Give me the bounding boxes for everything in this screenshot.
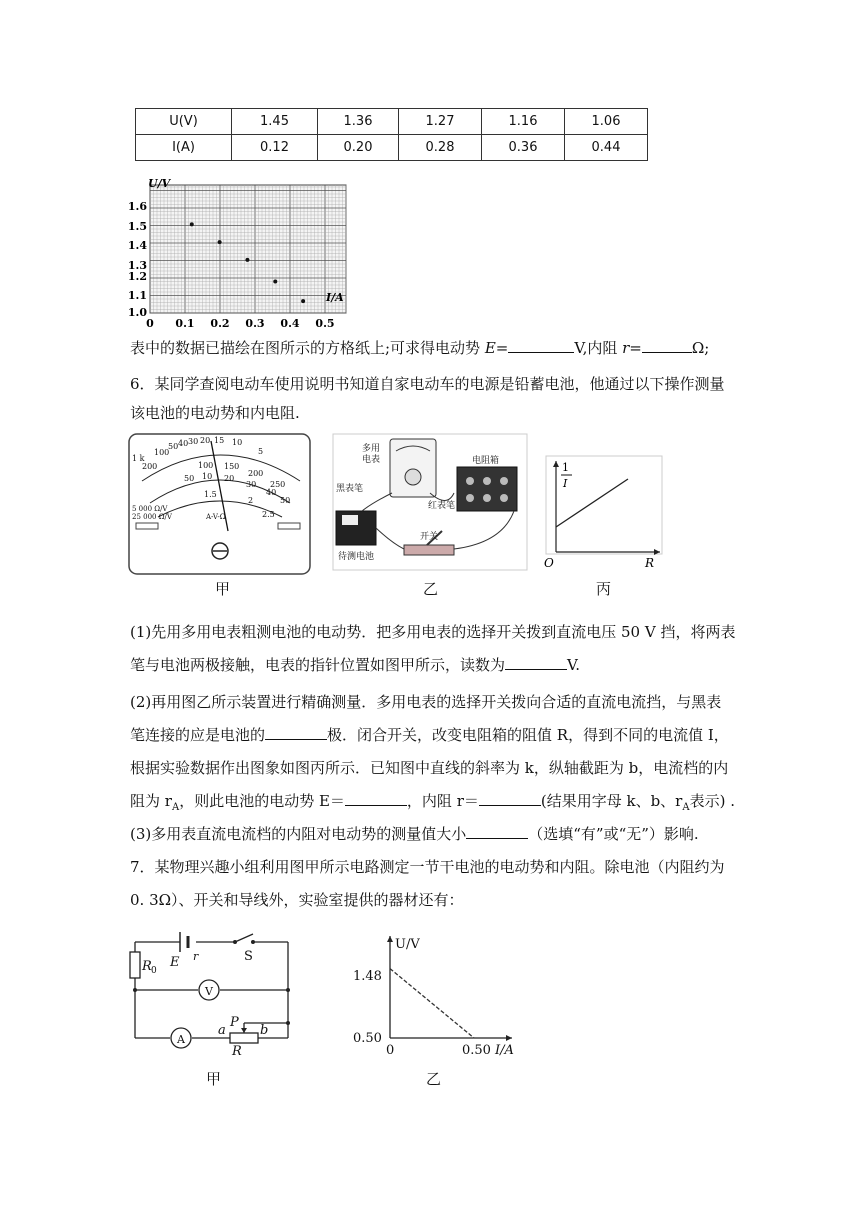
answer-blank[interactable]: [265, 725, 327, 740]
y-tick-label: 1.3: [128, 259, 147, 272]
circuit-label: R: [142, 959, 152, 974]
scale-label: 200: [248, 469, 264, 478]
row-i-label: I(A): [136, 135, 232, 161]
q6-text: ，则此电池的电动势 E＝: [179, 792, 345, 810]
inverse-current-graph: [542, 455, 664, 570]
scale-label: 10: [232, 438, 243, 447]
x-tick-label: 0.2: [210, 317, 230, 330]
scale-label: 250: [270, 480, 286, 489]
circuit-label: A: [177, 1033, 185, 1046]
data-point: [218, 240, 222, 244]
table-cell: 0.44: [565, 135, 648, 161]
q6-text: (3)多用表直流电流档的内阻对电动势的测量值大小: [130, 825, 467, 843]
q5-text: 表中的数据已描绘在图所示的方格纸上;可求得电动势: [130, 339, 485, 357]
y-tick-label: 1.6: [128, 200, 147, 213]
figure-label-yi-q7: 乙: [426, 1070, 442, 1088]
table-row: [136, 135, 648, 161]
figure-label-jia: 甲: [215, 580, 231, 598]
q6-part1-line2: [130, 655, 730, 675]
q6-text: 极．闭合开关，改变电阻箱的阻值 R，得到不同的电流值 I，: [327, 726, 729, 744]
table-row: [136, 109, 648, 135]
figure-label-jia-q7: 甲: [206, 1070, 222, 1088]
circuit-label: b: [260, 1023, 269, 1038]
apparatus-label: 电表: [362, 455, 381, 465]
figure-label-yi: 乙: [423, 580, 439, 598]
scale-label: 50: [184, 474, 195, 483]
circuit-label: a: [218, 1023, 226, 1038]
apparatus-label: 黑表笔: [336, 484, 364, 494]
apparatus-label: 电阻箱: [472, 456, 500, 466]
scale-label: 15: [214, 436, 225, 445]
switch-icon: [404, 545, 454, 555]
scale-label: 100: [154, 448, 170, 457]
grid-lines: [150, 185, 346, 313]
scale-label: 20: [224, 474, 235, 483]
x-tick-label: 0.1: [175, 317, 195, 330]
q7-stem-line1: 7．某物理兴趣小组利用图甲所示电路测定一节干电池的电动势和内阻。除电池（内阻约为: [130, 858, 725, 876]
apparatus-label: 红表笔: [428, 501, 456, 511]
answer-blank[interactable]: [642, 338, 692, 353]
q6-stem-line2: 该电池的电动势和内电阻.: [130, 404, 300, 422]
row-u-label: U(V): [136, 109, 232, 135]
scale-label: 10: [202, 472, 213, 481]
data-point: [190, 222, 194, 226]
y-axis-label: U/V: [395, 937, 420, 952]
apparatus-figure: [332, 433, 528, 571]
y-tick-label: 1.5: [128, 220, 147, 233]
x-tick-label: 0.4: [280, 317, 300, 330]
q6-text: 表示) .: [689, 792, 735, 810]
table-cell: 0.28: [399, 135, 482, 161]
data-table: [135, 108, 648, 161]
answer-blank[interactable]: [505, 655, 567, 670]
apparatus-label: 多用: [362, 444, 381, 454]
x-tick-label: 0.5: [315, 317, 335, 330]
x-tick-label: 0.3: [245, 317, 265, 330]
y-tick-label: 1.0: [128, 306, 147, 319]
data-point: [273, 279, 277, 283]
symbol-r: r: [622, 339, 630, 357]
scale-label: 50: [168, 442, 179, 451]
origin-label: 0: [386, 1043, 395, 1058]
x-axis-label: R: [645, 556, 655, 570]
y-tick-label: 1.48: [353, 969, 382, 984]
q6-text: （选填“有”或“无”）影响.: [528, 825, 699, 843]
scale-label: 2: [248, 496, 254, 505]
scale-label: 5: [258, 447, 264, 456]
table-cell: 0.20: [318, 135, 399, 161]
q5-text: =: [629, 339, 642, 357]
circuit-label: R: [232, 1044, 242, 1055]
y-tick-label: 1.2: [128, 270, 147, 283]
resistance-box-icon: [457, 467, 517, 511]
answer-blank[interactable]: [508, 338, 574, 353]
q6-text: (结果用字母 k、b、r: [540, 792, 683, 810]
table-cell: 0.36: [482, 135, 565, 161]
scale-label: 40: [266, 488, 277, 497]
q6-part2-line3: 根据实验数据作出图象如图丙所示．已知图中直线的斜率为 k，纵轴截距为 b，电流档的内: [130, 759, 729, 777]
y-tick-label: 1.1: [128, 289, 147, 302]
scale-label: 30: [246, 480, 257, 489]
y-tick-label: 1.4: [128, 239, 147, 252]
scale-label: 200: [142, 462, 158, 471]
apparatus-label: 开关: [420, 532, 439, 542]
scale-label: 20: [200, 436, 211, 445]
subscript: A: [682, 802, 690, 813]
scale-label: 1.5: [204, 490, 217, 499]
symbol-E: E: [484, 339, 496, 357]
data-point: [245, 258, 249, 262]
u-i-grid-chart: [128, 175, 353, 330]
circuit-label: 0: [151, 966, 157, 976]
answer-blank[interactable]: [466, 824, 528, 839]
q5-text: =: [495, 339, 509, 357]
subscript: A: [171, 802, 180, 813]
circuit-diagram: [120, 930, 305, 1055]
q6-text: V.: [567, 656, 580, 674]
scale-label: 100: [198, 461, 214, 470]
x-tick-label: 0.50: [462, 1043, 491, 1058]
scale-label: 30: [188, 437, 199, 446]
u-i-line-graph: [350, 928, 520, 1063]
x-axis-label: I/A: [495, 1043, 514, 1058]
data-line: [390, 969, 474, 1038]
table-cell: 1.06: [565, 109, 648, 135]
scale-label: 25 000 Ω/V: [132, 513, 172, 521]
q5-text: Ω;: [691, 339, 710, 357]
scale-label: 5 000 Ω/V: [132, 505, 168, 513]
scale-label: 1 k: [132, 454, 145, 463]
multimeter-icon: [390, 439, 436, 497]
q6-text: 阻为 r: [130, 792, 172, 810]
y-axis-label: U/V: [148, 177, 171, 190]
q6-part2-line2: [130, 725, 730, 745]
scale-label: 150: [224, 462, 240, 471]
figure-label-bing: 丙: [596, 580, 612, 598]
table-cell: 1.16: [482, 109, 565, 135]
q6-part1-line1: (1)先用多用电表粗测电池的电动势．把多用电表的选择开关拨到直流电压 50 V 挡，将两表: [130, 623, 736, 641]
q6-text: ，内阻 r＝: [406, 792, 479, 810]
multimeter-dial-figure: [128, 433, 311, 575]
q6-part2-line4: [130, 791, 735, 818]
resistor-r0-icon: [130, 952, 140, 978]
q5-text: V,内阻: [574, 339, 623, 357]
apparatus-label: 待测电池: [338, 552, 375, 562]
answer-blank[interactable]: [345, 791, 407, 806]
q6-part2-line1: (2)再用图乙所示装置进行精确测量．多用电表的选择开关拨向合适的直流电流挡，与黑表: [130, 693, 722, 711]
q7-stem-line2: 0. 3Ω）、开关和导线外，实验室提供的器材还有：: [130, 891, 464, 909]
q5-answer-line: [130, 338, 730, 358]
origin-label: O: [544, 556, 554, 570]
circuit-label: E: [170, 955, 180, 970]
table-cell: 1.27: [399, 109, 482, 135]
q6-part3: [130, 824, 730, 844]
scale-label: 2.5: [262, 510, 275, 519]
scale-label: 50: [280, 496, 291, 505]
rheostat-icon: [230, 1033, 258, 1043]
table-cell: 1.36: [318, 109, 399, 135]
scale-label: 40: [178, 439, 189, 448]
table-cell: 0.12: [232, 135, 318, 161]
q6-text: 笔连接的应是电池的: [130, 726, 266, 744]
table-cell: 1.45: [232, 109, 318, 135]
circuit-label: P: [230, 1015, 239, 1030]
circuit-label: S: [244, 949, 253, 964]
q6-text: 笔与电池两极接触，电表的指针位置如图甲所示，读数为: [130, 656, 506, 674]
x-tick-label: 0: [146, 317, 154, 330]
q6-stem-line1: 6．某同学查阅电动车使用说明书知道自家电动车的电源是铅蓄电池，他通过以下操作测量: [130, 375, 725, 393]
x-axis-label: I/A: [326, 291, 344, 304]
answer-blank[interactable]: [479, 791, 541, 806]
data-point: [301, 299, 305, 303]
y-axis-label: I: [563, 477, 568, 490]
y-tick-label: 0.50: [353, 1031, 382, 1046]
y-axis-label: 1: [562, 461, 569, 474]
circuit-label: r: [193, 950, 199, 963]
scale-label: A-V-Ω: [206, 513, 226, 521]
circuit-label: V: [205, 985, 213, 998]
